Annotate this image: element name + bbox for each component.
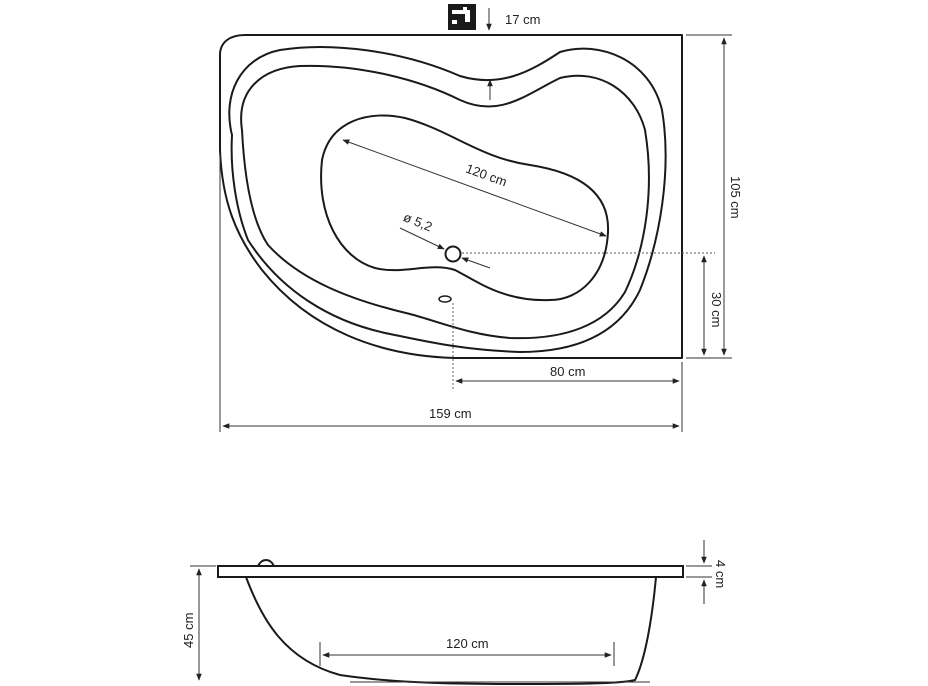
width-total-label: 159 cm [429, 406, 472, 421]
drain-circle [446, 247, 461, 262]
drain-diameter-label: ø 5,2 [401, 209, 435, 235]
side-inner-length-label: 120 cm [446, 636, 489, 651]
drain-offset-y-label: 30 cm [709, 292, 724, 328]
faucet-offset-label: 17 cm [505, 12, 541, 27]
side-tub-body [246, 577, 656, 684]
side-rim [218, 566, 683, 577]
inner-length-label: 120 cm [463, 160, 509, 190]
overflow-ellipse [439, 296, 451, 302]
rim-thickness-label: 4 cm [713, 560, 728, 589]
height-total-label: 105 cm [728, 176, 743, 219]
drain-diameter-arrow-right [462, 258, 490, 268]
faucet-icon [448, 4, 476, 30]
drain-offset-x-label: 80 cm [550, 364, 586, 379]
top-view [220, 4, 743, 432]
tub-outer-rim [220, 35, 682, 358]
tub-basin [321, 115, 608, 300]
side-view [181, 540, 728, 684]
inner-length-dimension [343, 140, 606, 236]
depth-total-label: 45 cm [181, 612, 196, 648]
